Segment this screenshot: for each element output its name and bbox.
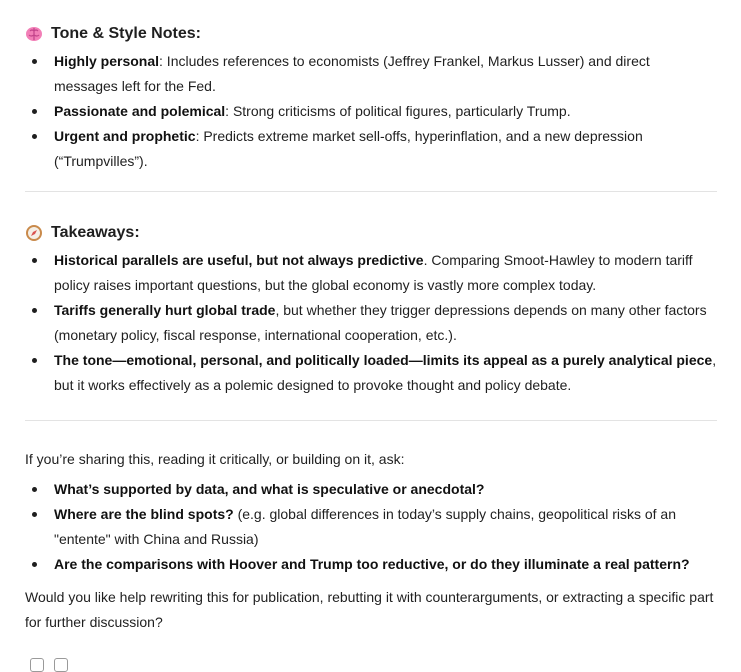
tone-style-title: Tone & Style Notes: <box>51 25 201 42</box>
item-bold: The tone—emotional, personal, and politically loaded—limits its appeal as a purely analytical piece <box>54 352 713 368</box>
item-text: , but it works effectively as a polemic designed to provoke thought and policy debate. <box>54 352 717 393</box>
list-item <box>25 502 717 552</box>
item-text: : Includes references to economists (Jeffrey Frankel, Markus Lusser) and direct messages left for the Fed. <box>54 53 650 94</box>
list-item <box>25 477 717 502</box>
tone-style-list <box>25 49 717 174</box>
list-item <box>25 99 717 124</box>
item-text: (e.g. global differences in today’s supply chains, geopolitical risks of an "entente" with China and Russia) <box>54 506 676 547</box>
list-item <box>25 248 717 298</box>
item-bold: Highly personal <box>54 53 160 69</box>
takeaways-title: Takeaways: <box>51 224 140 241</box>
divider <box>25 420 717 421</box>
divider <box>25 191 717 192</box>
message-content <box>25 21 717 635</box>
questions-intro: If you’re sharing this, reading it critically, or building on it, ask: <box>25 451 405 467</box>
item-bold: Where are the blind spots? <box>54 506 234 522</box>
item-text: . Comparing Smoot-Hawley to modern tariff policy raises important questions, but the global economy is vastly more complex today. <box>54 252 693 293</box>
thumbs-up-icon[interactable] <box>54 658 68 672</box>
message-actions <box>30 658 68 672</box>
list-item <box>25 124 717 174</box>
takeaways-heading <box>25 220 717 246</box>
item-bold: Passionate and polemical <box>54 103 226 119</box>
list-item <box>25 552 717 577</box>
item-bold: Historical parallels are useful, but not always predictive <box>54 252 424 268</box>
closing-question: Would you like help rewriting this for publication, rebutting it with counterarguments, or extracting a specific part for further discussion? <box>25 589 714 630</box>
questions-list <box>25 477 717 577</box>
brain-icon <box>25 25 43 43</box>
item-bold: Are the comparisons with Hoover and Trump too reductive, or do they illuminate a real pattern? <box>54 556 690 572</box>
item-text: : Predicts extreme market sell-offs, hyperinflation, and a new depression (“Trumpvilles”). <box>54 128 643 169</box>
list-item <box>25 348 717 398</box>
list-item <box>25 298 717 348</box>
item-bold: Urgent and prophetic <box>54 128 196 144</box>
takeaways-list <box>25 248 717 398</box>
item-bold: Tariffs generally hurt global trade <box>54 302 276 318</box>
item-text: , but whether they trigger depressions depends on many other factors (monetary policy, fiscal response, international cooperation, etc.). <box>54 302 707 343</box>
copy-icon[interactable] <box>30 658 44 672</box>
item-text: : Strong criticisms of political figures, particularly Trump. <box>225 103 571 119</box>
tone-style-heading <box>25 21 717 47</box>
item-bold: What’s supported by data, and what is speculative or anecdotal? <box>54 481 485 497</box>
compass-icon <box>25 224 43 242</box>
list-item <box>25 49 717 99</box>
